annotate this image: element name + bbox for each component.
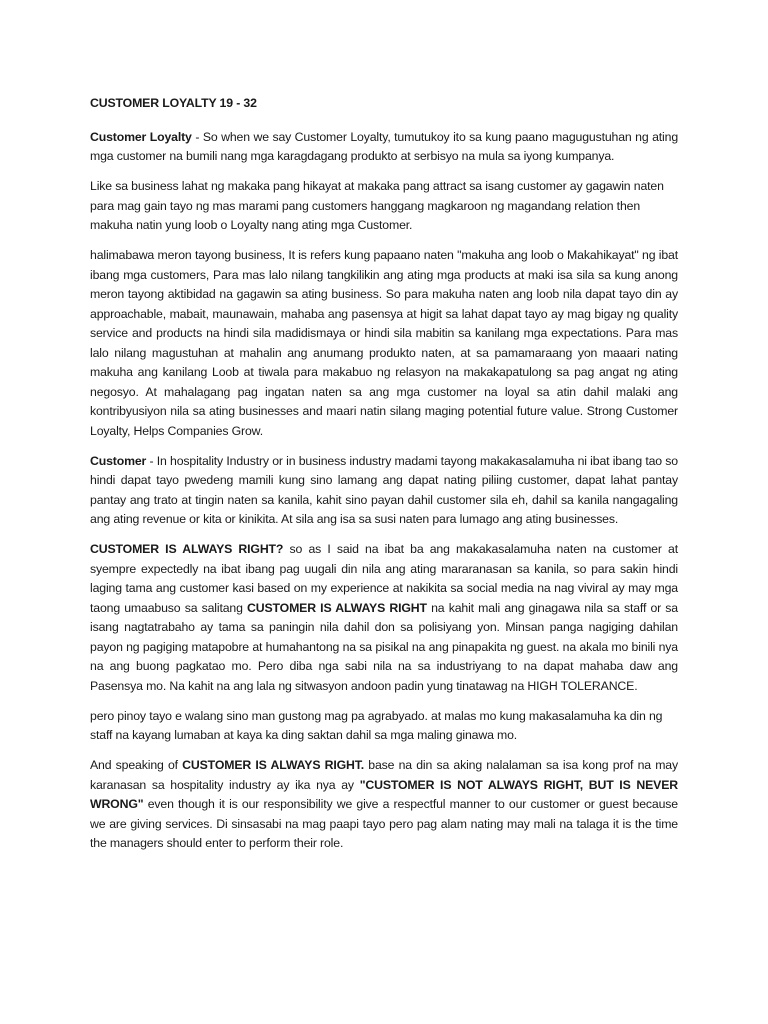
paragraph-pinoy: pero pinoy tayo e walang sino man gustong mag pa agrabyado. at malas mo kung makasalamuha ka din ng staff na kayang lumaban at kaya ka ding saktan dahil sa mga maling ginawa mo. [90,708,663,742]
paragraph-business-attract: Like sa business lahat ng makaka pang hikayat at makaka pang attract sa isang customer ay gagawin naten para mag gain tayo ng mas marami pang customers hanggang magkaroon ng magandang relation then makuha natin yung loob o Loyalty nang ating mga Customer. [90,179,664,232]
term-customer-always-right-question: CUSTOMER IS ALWAYS RIGHT? [90,542,284,556]
paragraph-text: so as I said na ibat ba ang makakasalamuha naten na customer at syempre expectedly na ibat ibang pag uugali din nila ang ating mararanasan sa kanila, so para sakin hindi laging tama ang customer kasi based on my experience at nakikita sa social media na nag viviral ay may mga taong umaabuso sa salitang [90,542,678,615]
term-customer-always-right: CUSTOMER IS ALWAYS RIGHT. [182,758,365,772]
paragraph-speaking-of [90,756,678,854]
paragraph-text: na kahit mali ang ginagawa nila sa staff or sa isang nagtatrabaho ay tama sa paningin nila dahil don sa polisiyang yon. Minsan panga nagiging dahilan payon ng pagiging matapobre at humahantong na sa pisikal na ang pinapakita ng guest. na akala mo binili nya na ang buong pagkatao mo. Pero diba nga sabi nila na sa industriyang to na dapat mahaba daw ang Pasensya mo. Na kahit na ang lala ng sitwasyon andoon padin yung tinatawag na HIGH TOLERANCE. [90,600,678,693]
term-customer: Customer [90,453,147,468]
paragraph-customer [90,452,678,530]
paragraph-customer-loyalty [90,128,678,167]
document-body [90,94,678,864]
document-title: CUSTOMER LOYALTY 19 - 32 [90,96,257,110]
term-never-wrong-quote: "CUSTOMER IS NOT ALWAYS RIGHT, BUT IS NEVER WRONG" [90,777,678,811]
paragraph-example-business: halimabawa meron tayong business, It is refers kung papaano naten "makuha ang loob o Makahikayat" ng ibat ibang mga customers, Para mas lalo nilang tangkilikin ang ating mga products at maki isa sila sa kung anong meron tayong aktibidad na gagawin sa ating business. So para makuha naten ang loob nila dapat tayo din ay approachable, mabait, maunawain, mahaba ang pasensya at higit sa lahat dapat tayo ay mag bigay ng quality service and products na hindi sila madidismaya or hindi sila mabitin sa kanilang mga expectations. Para mas lalo nilang magustuhan at mahalin ang anumang produkto naten, at sa pamamaraang yon maaari nating makuha ang kanilang Loob at tiwala para makabuo ng relasyon na makakapatulong sa pag angat ng ating negosyo. At mahalagang pag ingatan naten sa ang mga customer na loyal sa atin dahil malaki ang kontribyusiyon nila sa ating businesses and maari natin silang maging potential future value. Strong Customer Loyalty, Helps Companies Grow. [90,248,678,438]
term-customer-loyalty: Customer Loyalty [90,129,192,144]
paragraph-customer-always-right [90,540,678,696]
paragraph-text: base na din sa aking nalalaman sa isa kong prof na may karanasan sa hospitality industry ay ika nya ay [90,758,678,792]
paragraph-text: even though it is our responsibility we give a respectful manner to our customer or guest because we are giving services. Di sinsasabi na mag paapi tayo pero pag alam nating may mali na talaga it is the time the managers should enter to perform their role. [90,797,678,850]
paragraph-text: - In hospitality Industry or in business industry madami tayong makakasalamuha ni ibat ibang tao so hindi dapat tayo pwedeng mamili kung sino lamang ang dapat nating piliing customer, dapat lahat pantay pantay ang trato at tingin naten sa kanila, kahit sino payan dahil customer sila eh, dahil sa kanila nangagaling ang ating revenue or kita or kinikita. At sila ang isa sa susi naten para lumago ang ating businesses. [90,453,678,526]
paragraph-text: - So when we say Customer Loyalty, tumutukoy ito sa kung paano magugustuhan ng ating mga customer na bumili nang mga karagdagang produkto at serbisyo na mula sa iyong kumpanya. [90,129,679,163]
term-customer-always-right: CUSTOMER IS ALWAYS RIGHT [247,600,427,615]
paragraph-text: And speaking of [90,758,183,772]
